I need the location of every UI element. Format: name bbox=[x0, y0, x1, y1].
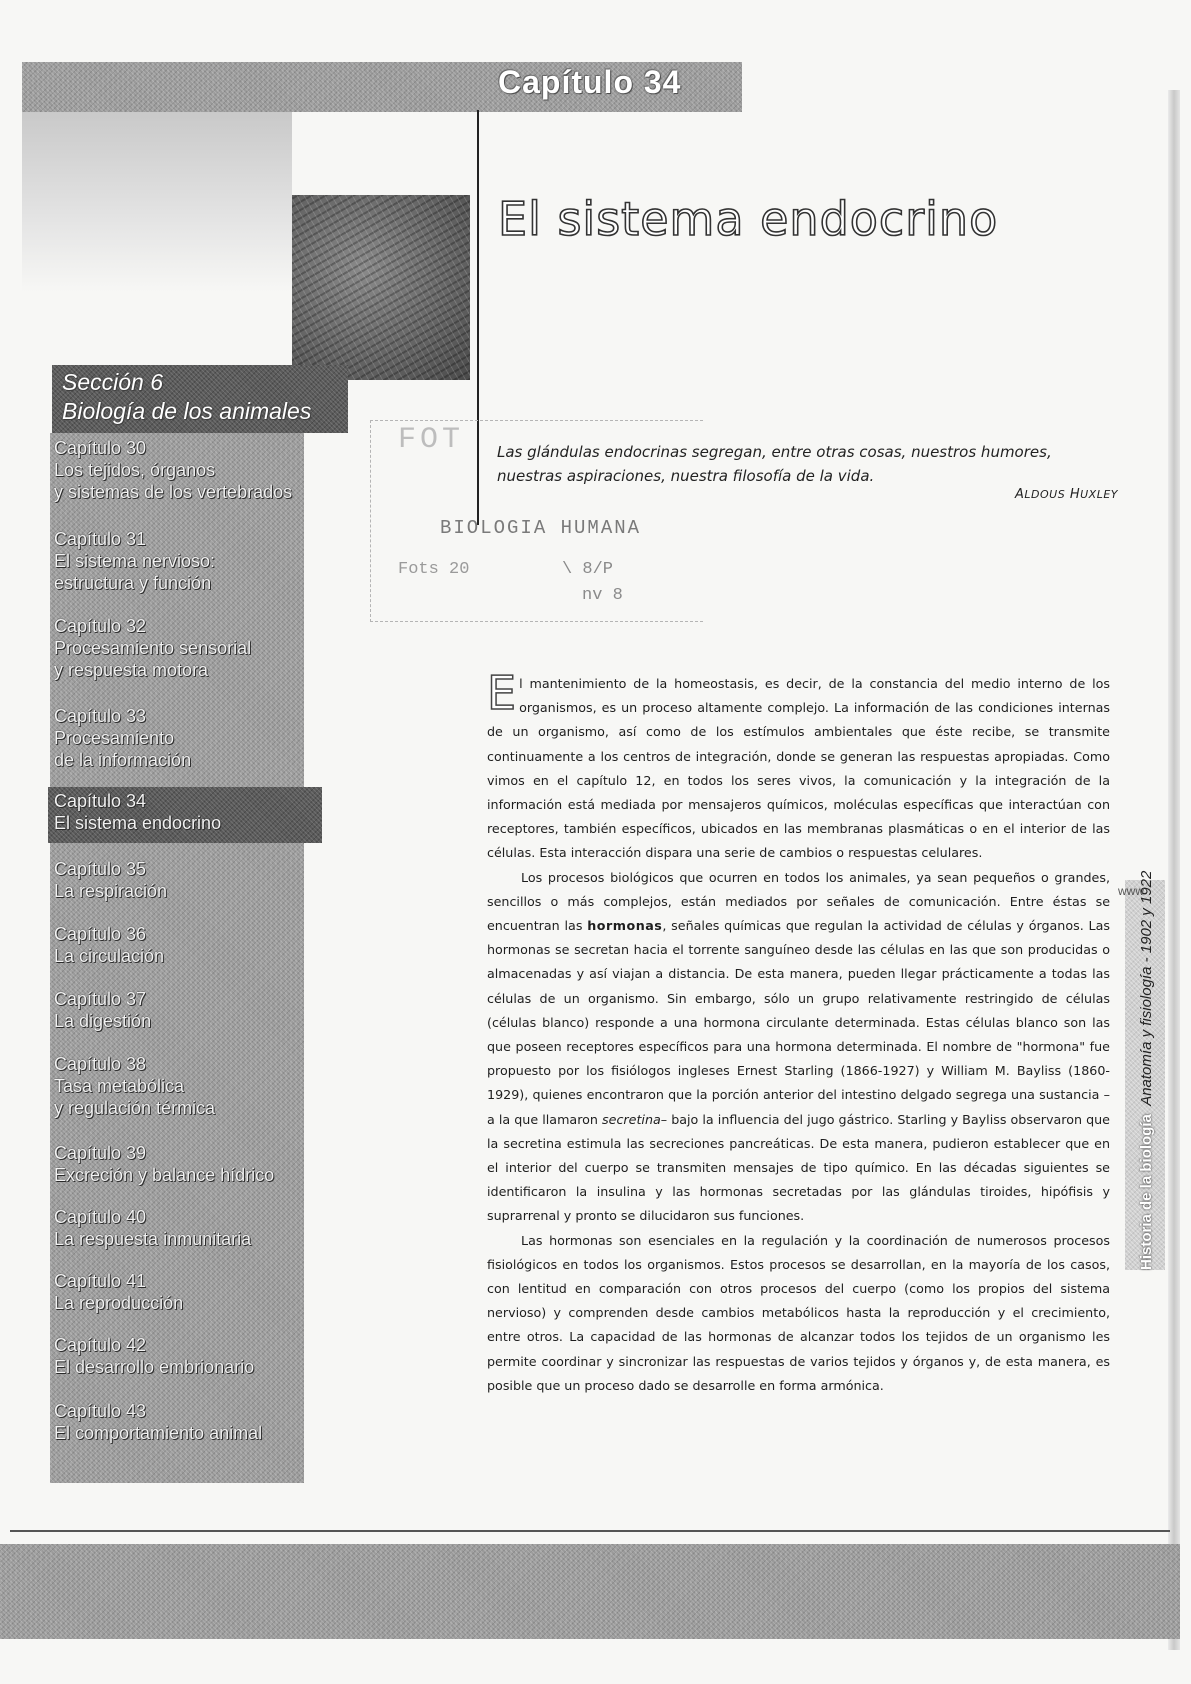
stamp-text-b: BIOLOGIA HUMANA bbox=[440, 517, 642, 539]
chapter-photo bbox=[292, 195, 470, 380]
sidebar-item-chapter-39 bbox=[54, 1142, 354, 1186]
sidebar-item-number: Capítulo 35 bbox=[54, 859, 147, 879]
section-line-2: Biología de los animales bbox=[62, 398, 312, 424]
paragraph-1: El mantenimiento de la homeostasis, es decir, de la constancia del medio interno de los organismos, es un proceso altamente complejo. La información de las condiciones internas de un organismo, así como de los estímulos ambientales que éste recibe, se transmite continuamente a los centros de integración, donde se generan las respuestas apropiadas. Como vimos en el capítulo 12, en todos los seres vivos, la comunicación y la integración de la información está mediada por mensajeros químicos, moléculas específicas que interactúan con receptores, también específicos, ubicados en las membranas plasmáticas o en el interior de las células. Esta interacción dispara una serie de cambios o respuestas celulares. bbox=[487, 666, 1110, 861]
sidebar-item-label: La respiración bbox=[54, 881, 168, 901]
sidebar-item-number: Capítulo 32 bbox=[54, 616, 147, 636]
sidebar-item-chapter-30 bbox=[54, 437, 354, 503]
sidebar-item-number: Capítulo 31 bbox=[54, 529, 147, 549]
sidebar-item-label: y respuesta motora bbox=[54, 660, 209, 680]
stamp-text-c: Fots 20 bbox=[398, 560, 470, 579]
sidebar-item-label: y sistemas de los vertebrados bbox=[54, 482, 293, 502]
section-title bbox=[62, 368, 311, 426]
sidebar-item-label: La respuesta inmunitaria bbox=[54, 1229, 252, 1249]
epigraph-quote: Las glándulas endocrinas segregan, entre otras cosas, nuestros humores, nuestras aspiraciones, nuestra filosofía de la vida. bbox=[497, 443, 1052, 485]
sidebar-item-label: Tasa metabólica bbox=[54, 1076, 185, 1096]
sidebar-item-chapter-34 bbox=[54, 790, 354, 834]
sidebar-item-number: Capítulo 42 bbox=[54, 1335, 147, 1355]
sidebar-item-number: Capítulo 30 bbox=[54, 438, 147, 458]
sidebar-item-label: Procesamiento bbox=[54, 728, 175, 748]
term-hormonas: hormonas bbox=[587, 918, 663, 934]
sidebar-item-number: Capítulo 40 bbox=[54, 1207, 147, 1227]
stamp-text-a: FOT bbox=[398, 423, 465, 457]
sidebar-item-label: estructura y función bbox=[54, 573, 212, 593]
paragraph-2: Los procesos biológicos que ocurren en todos los animales, ya sean pequeños o grandes, sencillos o más complejos, están mediados por señales de comunicación. Entre éstas se encuentran las hormonas, señales químicas que regulan la actividad de células y órganos. Las hormonas se secretan hacia el torrente sanguíneo desde las células en las que son producidas o almacenadas y así viajan a distancia. De esta manera, pueden llegar prácticamente a todas las células de un organismo. Sin embargo, sólo un grupo relativamente restringido de células (células blanco) responde a una hormona circulante determinada. Estas células blanco son las que poseen receptores específicos para una hormona determinada. El nombre de "hormona" fue propuesto por los fisiólogos ingleses Ernest Starling (1866-1927) y William M. Bayliss (1860-1929), quienes encontraron que la porción anterior del intestino delgado segrega una sustancia –a la que llamaron secretina– bajo la influencia del jugo gástrico. Starling y Bayliss observaron que la secretina estimula las secreciones pancreáticas. De esta manera, pudieron establecer que en el interior del cuerpo se transmiten mensajes de tipo químico. En las décadas siguientes se identificaron la insulina y las hormonas secretadas por las glándulas tiroides, hipófisis y suprarrenal y pronto se dilucidaron sus funciones. bbox=[487, 869, 1110, 1224]
paragraph-3: Las hormonas son esenciales en la regulación y la coordinación de numerosos procesos fisiológicos en todos los organismos. Estos procesos se desarrollan, en la mayoría de los casos, con lentitud en comparación con otros procesos del cuerpo (como los propios del sistema nervioso) y comprenden desde cambios metabólicos hasta la reproducción y el crecimiento, entre otros. La capacidad de las hormonas de alcanzar todos los tejidos de un organismo les permite coordinar y sincronizar las respuestas de varios tejidos y órganos y, de esta manera, es posible que un proceso dado se desarrolle en forma armónica. bbox=[487, 1232, 1110, 1393]
sidebar-item-number: Capítulo 38 bbox=[54, 1054, 147, 1074]
sidebar-item-chapter-32 bbox=[54, 615, 354, 681]
sidebar-item-number: Capítulo 33 bbox=[54, 706, 147, 726]
sidebar-item-chapter-43 bbox=[54, 1400, 354, 1444]
body-text bbox=[487, 666, 1110, 1398]
section-line-1: Sección 6 bbox=[62, 369, 164, 395]
sidebar-item-chapter-41 bbox=[54, 1270, 354, 1314]
footer-rule bbox=[10, 1530, 1170, 1532]
sidebar-item-number: Capítulo 36 bbox=[54, 924, 147, 944]
page-edge-shadow bbox=[1168, 90, 1180, 1650]
sidebar-item-label: La circulación bbox=[54, 946, 165, 966]
header-fade bbox=[22, 112, 292, 292]
sidebar-item-label: La digestión bbox=[54, 1011, 152, 1031]
sidebar-item-chapter-37 bbox=[54, 988, 354, 1032]
sidebar-item-label: El desarrollo embrionario bbox=[54, 1357, 255, 1377]
sidebar-item-label: La reproducción bbox=[54, 1293, 184, 1313]
sidebar-item-label: de la información bbox=[54, 750, 192, 770]
sidebar-item-number: Capítulo 34 bbox=[54, 791, 147, 811]
sidebar-item-number: Capítulo 39 bbox=[54, 1143, 147, 1163]
stamp-text-d: \ 8/P bbox=[562, 560, 614, 579]
sidebar-item-label: Excreción y balance hídrico bbox=[54, 1165, 275, 1185]
sidebar-item-number: Capítulo 41 bbox=[54, 1271, 147, 1291]
sidebar-item-number: Capítulo 43 bbox=[54, 1401, 147, 1421]
sidebar-item-label: Los tejidos, órganos bbox=[54, 460, 216, 480]
sidebar-item-label: y regulación térmica bbox=[54, 1098, 216, 1118]
sidebar-item-chapter-36 bbox=[54, 923, 354, 967]
sidebar-item-chapter-35 bbox=[54, 858, 354, 902]
sidebar-item-chapter-38 bbox=[54, 1053, 354, 1119]
sidebar-item-number: Capítulo 37 bbox=[54, 989, 147, 1009]
epigraph-author: ALDOUS HUXLEY bbox=[1015, 487, 1119, 502]
footer-band bbox=[0, 1544, 1180, 1639]
page-title: El sistema endocrino bbox=[498, 192, 999, 246]
chapter-badge: Capítulo 34 bbox=[498, 64, 682, 100]
side-tab-text: Historia de la biología Anatomía y fisiología - 1902 y 1922 bbox=[1138, 870, 1155, 1270]
sidebar-item-label: Procesamiento sensorial bbox=[54, 638, 252, 658]
sidebar-item-label: El comportamiento animal bbox=[54, 1423, 263, 1443]
sidebar-item-chapter-40 bbox=[54, 1206, 354, 1250]
sidebar-item-chapter-33 bbox=[54, 705, 354, 771]
sidebar-item-chapter-31 bbox=[54, 528, 354, 594]
stamp-text-e: nv 8 bbox=[582, 586, 623, 605]
sidebar-item-label: El sistema nervioso: bbox=[54, 551, 216, 571]
sidebar-item-label: El sistema endocrino bbox=[54, 813, 222, 833]
sidebar-item-chapter-42 bbox=[54, 1334, 354, 1378]
side-tab-www: www bbox=[1118, 884, 1144, 898]
drop-cap: E bbox=[487, 666, 517, 720]
